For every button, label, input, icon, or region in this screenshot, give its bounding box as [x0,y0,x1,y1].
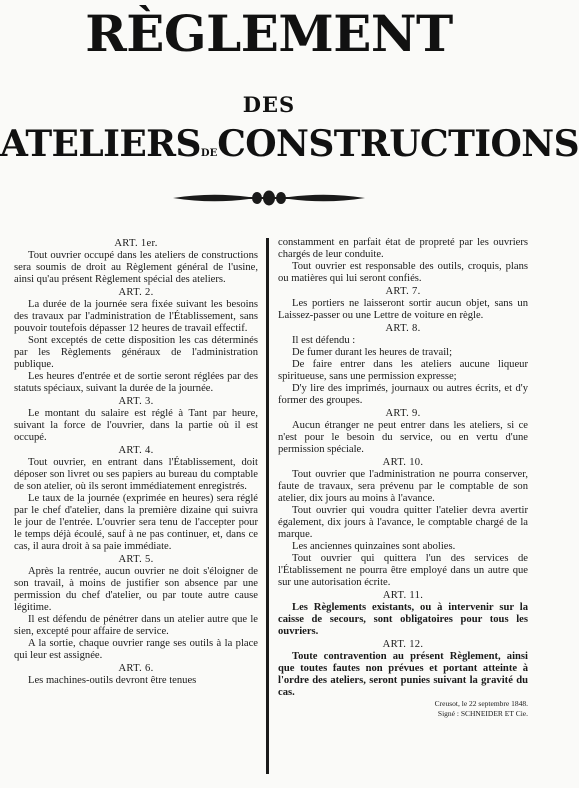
article-text: Tout ouvrier que l'administration ne pourra conserver, faute de travaux, sera prévenu par le comptable de son atelier, dix jours au moins à l'avance. [278,469,528,504]
subtitle-de: DE [200,148,218,159]
article-text: Les Règlements existants, ou à intervenir sur la caisse de secours, sont obligatoires pour tous les ouvriers. [278,602,528,637]
article-text: Après la rentrée, aucun ouvrier ne doit s'éloigner de son travail, à moins de justifier son absence par une permission du chef d'atelier, ou par toute autre cause légitime. [14,566,258,613]
article-text: Les machines-outils devront être tenues [28,675,197,686]
article-heading: ART. 11. [382,590,424,601]
article-text: Aucun étranger ne peut entrer dans les ateliers, si ce n'est pour le besoin du service, ou en vertu d'une permission spéciale. [278,420,528,455]
article-text: D'y lire des imprimés, journaux ou autres écrits, et d'y former des groupes. [278,383,528,406]
article-text: Tout ouvrier occupé dans les ateliers de constructions sera soumis de droit au Règlement général de l'usine, ainsi qu'au présent Règlement spécial des ateliers. [14,250,258,285]
poster-title: RÈGLEMENT [85,4,453,63]
article-text: Il est défendu de pénétrer dans un atelier autre que le sien, excepté pour affaire de service. [14,614,258,637]
article-text: Tout ouvrier qui voudra quitter l'atelier devra avertir également, dix jours à l'avance, le comptable chargé de la marque. [278,505,528,540]
article-text: Les anciennes quinzaines sont abolies. [292,541,456,552]
place-date: Creusot, le 22 septembre 1848. [434,699,528,708]
article-text: Toute contravention au présent Règlement, ainsi que toutes fautes non prévues et portant atteinte à l'ordre des ateliers, seront punies suivant la gravité du cas. [278,651,528,698]
article-heading: ART. 2. [118,287,154,298]
right-column [278,237,528,719]
article-heading: ART. 1er. [114,238,158,249]
article-text: Le taux de la journée (exprimée en heures) sera réglé par le chef d'atelier, dans la première dizaine qui suivra le jour de l'entrée. L'ouvrier sera tenu de l'accepter pour le temps déjà écoulé, sauf à ne pas continuer, et, dans ce cas, il aura droit à sa paie immédiate. [14,493,258,552]
article-text: Le montant du salaire est réglé à Tant par heure, suivant la force de l'ouvrier, dans la partie où il est occupé. [14,408,258,443]
article-heading: ART. 12. [382,639,424,650]
title-connector: DES [242,92,296,117]
article-text: De fumer durant les heures de travail; [292,347,453,358]
article-text: La durée de la journée sera fixée suivant les besoins des travaux par l'administration de l'Établissement, sans pouvoir toutefois dépasser 12 heures de travail effectif. [14,299,258,334]
signature: Signé : SCHNEIDER ET Cie. [437,709,528,718]
article-heading: ART. 9. [385,408,421,419]
article-text: Tout ouvrier qui quittera l'un des services de l'Établissement ne pourra être employé dans un autre que sur une autorisation écrite. [278,553,528,588]
article-text: Sont exceptés de cette disposition les cas déterminés par les Règlements généraux de l'administration publique. [14,335,258,370]
article-text: Les portiers ne laisseront sortir aucun objet, sans un Laissez-passer ou une Lettre de voiture en règle. [278,298,528,321]
subtitle-ateliers: ATELIERS [0,123,201,165]
left-column [14,237,258,687]
article-text: A la sortie, chaque ouvrier range ses outils à la place qui leur est assignée. [14,638,258,661]
ornament-divider-icon [171,186,367,210]
article-text: Il est défendu : [292,335,356,346]
article-text: Tout ouvrier, en entrant dans l'Établissement, doit déposer son livret ou ses papiers au bureau du comptable de son atelier, où ils seront immédiatement enregistrés. [14,457,258,492]
poster-subtitle [0,122,579,176]
article-text: De faire entrer dans les ateliers aucune liqueur spiritueuse, sans une permission expresse; [278,359,528,382]
article-heading: ART. 4. [118,445,154,456]
article-text: Tout ouvrier est responsable des outils, croquis, plans ou matières qui lui seront confiés. [278,261,528,284]
article-text: constamment en parfait état de propreté par les ouvriers chargés de leur conduite. [278,237,528,260]
article-heading: ART. 7. [385,286,421,297]
column-divider [266,238,269,774]
article-text: Les heures d'entrée et de sortie seront réglées par des statuts spéciaux, suivant la durée de la journée. [14,371,258,394]
article-heading: ART. 10. [382,457,424,468]
article-heading: ART. 6. [118,663,154,674]
article-heading: ART. 8. [385,323,421,334]
article-heading: ART. 5. [118,554,154,565]
subtitle-constructions: CONSTRUCTIONS [217,123,579,165]
article-heading: ART. 3. [118,396,154,407]
